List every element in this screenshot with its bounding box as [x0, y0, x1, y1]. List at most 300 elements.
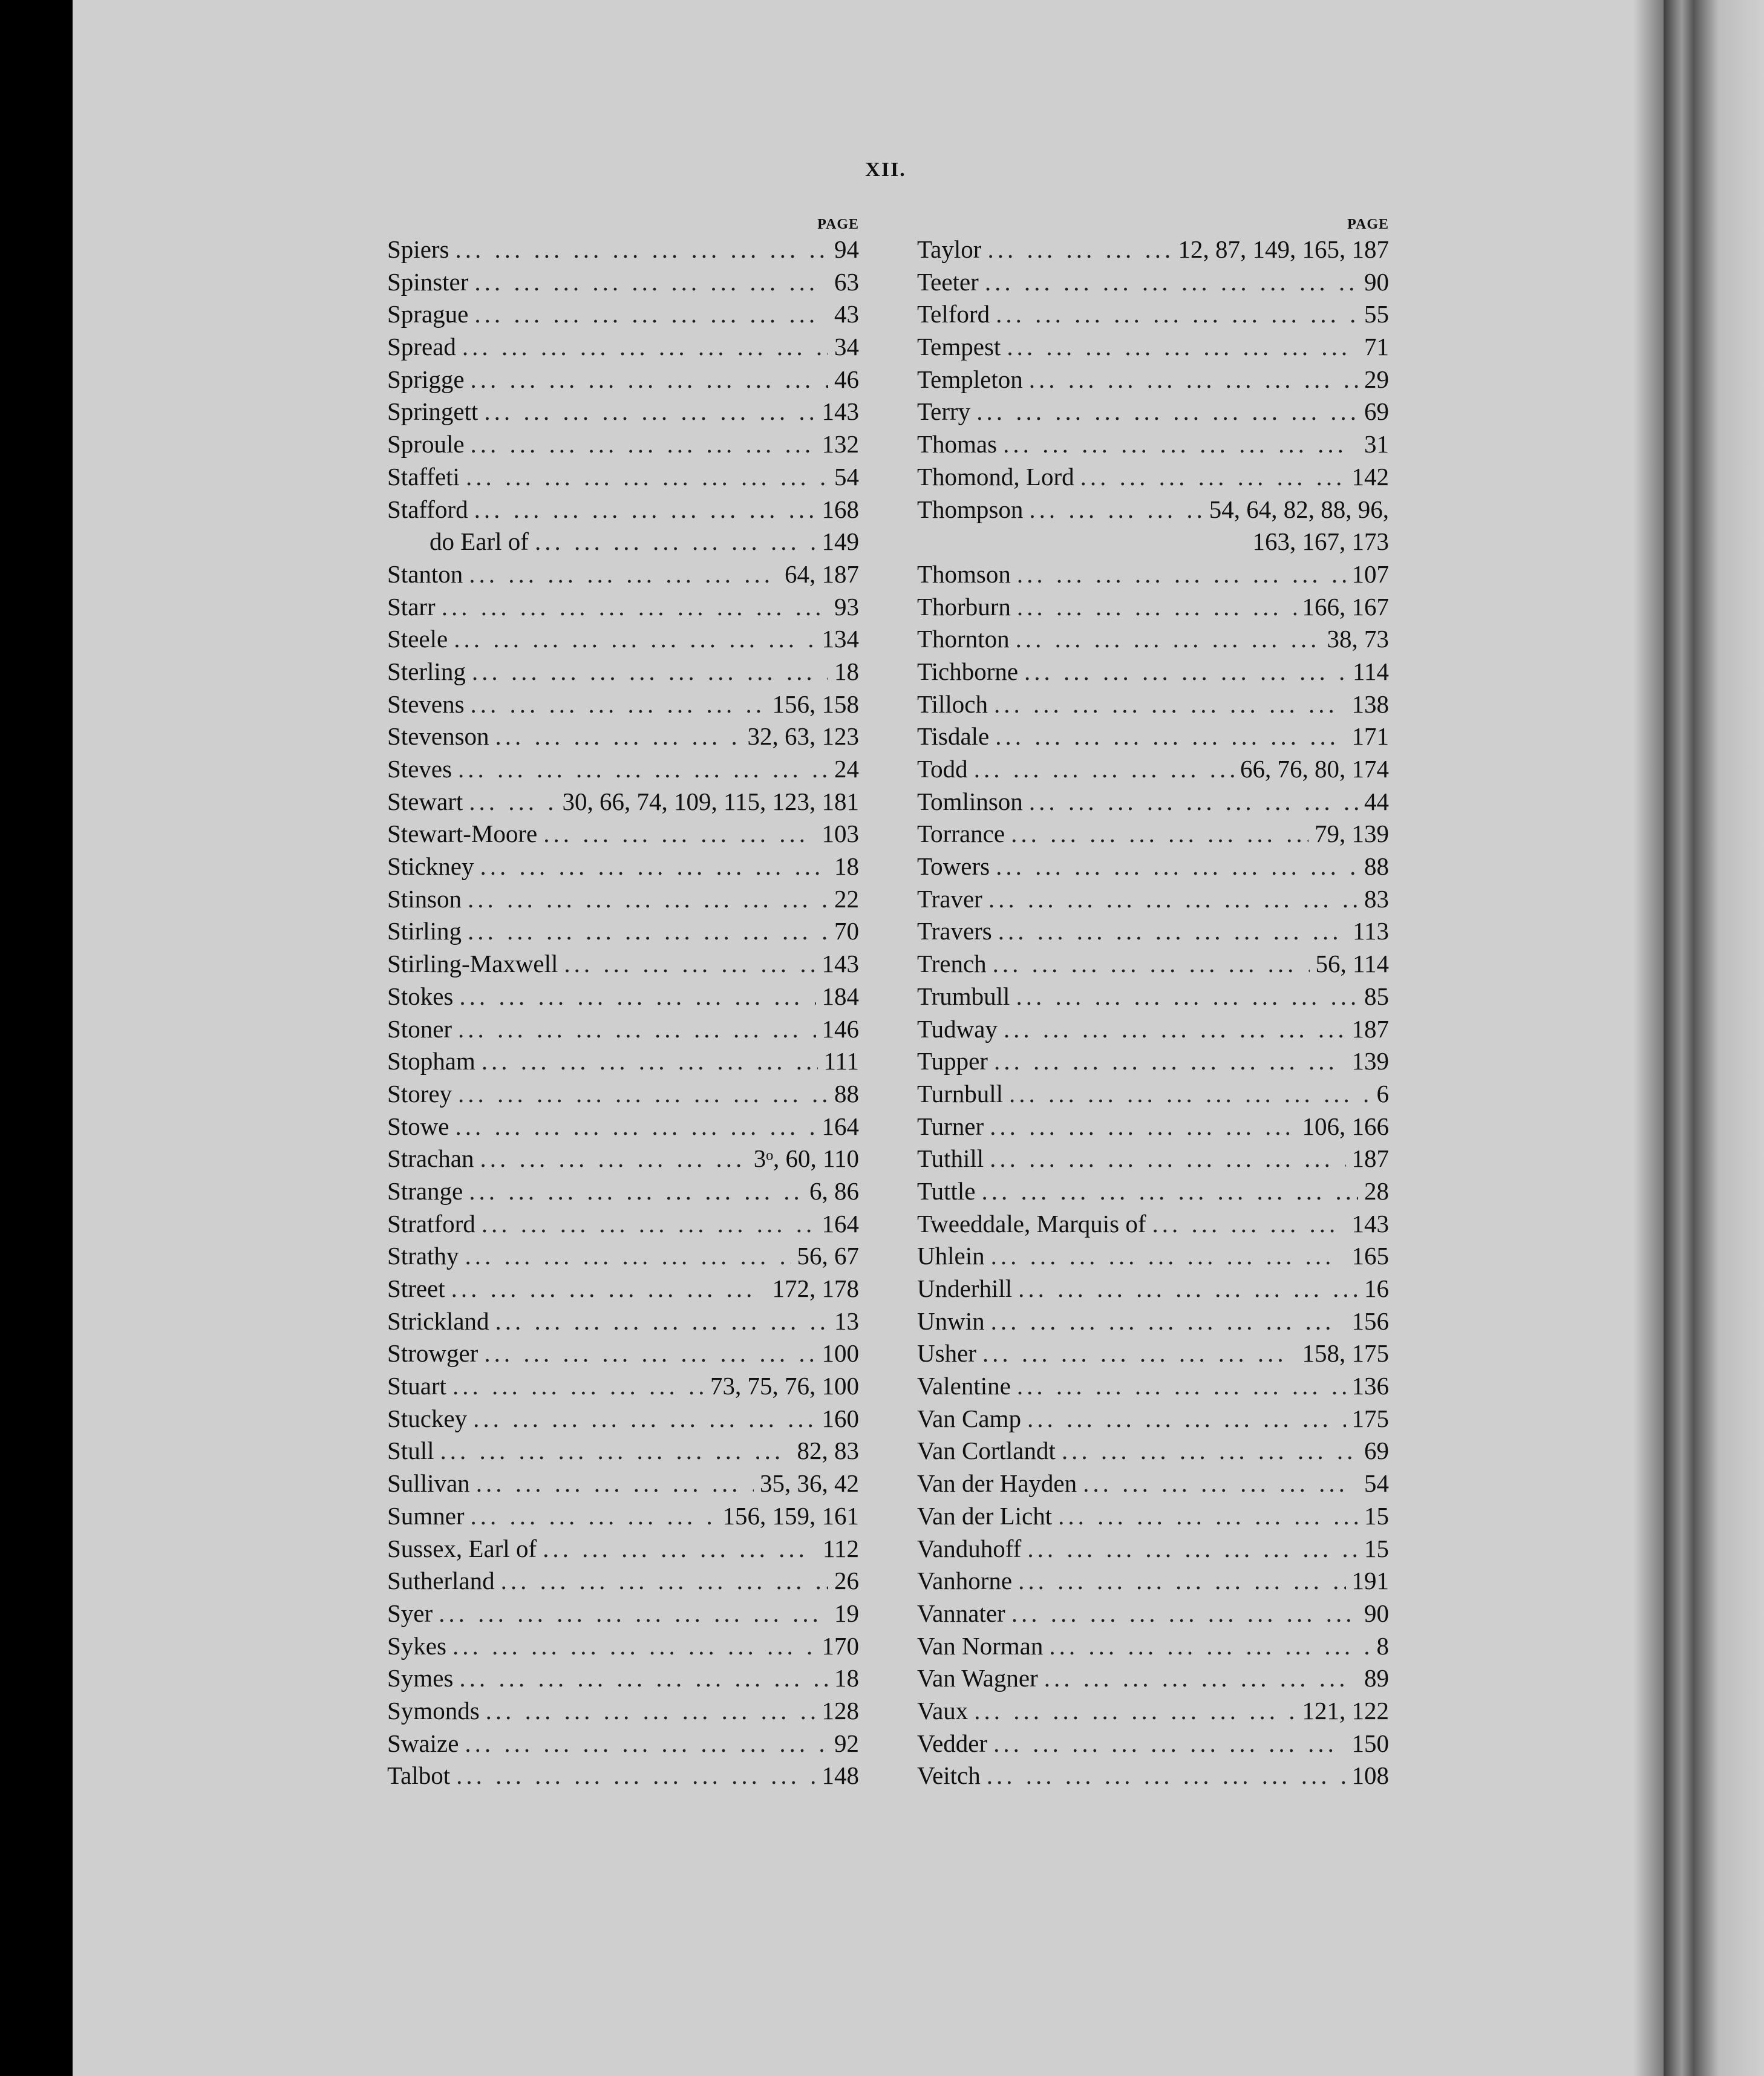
dot-leader — [1062, 1435, 1358, 1467]
entry-pages: 187 — [1351, 1014, 1389, 1043]
dot-leader — [452, 1630, 816, 1663]
entry-name: Sprague — [387, 300, 469, 328]
entry-pages: 24 — [834, 755, 859, 783]
entry-pages: 18 — [834, 657, 859, 685]
index-entry — [387, 1370, 859, 1403]
entry-name: Van Cortlandt — [917, 1437, 1056, 1465]
index-entry — [387, 1013, 859, 1046]
dot-leader — [1016, 623, 1321, 656]
entry-name: Todd — [917, 755, 968, 783]
entry-pages: 175 — [1351, 1404, 1389, 1432]
entry-name: Stull — [387, 1437, 434, 1465]
entry-pages: 82, 83 — [797, 1437, 859, 1465]
entry-pages: 13 — [834, 1307, 859, 1335]
index-entry — [387, 948, 859, 981]
entry-pages: 16 — [1364, 1275, 1389, 1302]
entry-pages: 34 — [834, 333, 859, 361]
entry-name: Thornton — [917, 625, 1010, 653]
index-entry — [387, 1728, 859, 1760]
dot-leader — [1058, 1500, 1358, 1533]
entry-name: Stoner — [387, 1014, 452, 1043]
entry-pages: 106, 166 — [1302, 1112, 1389, 1140]
entry-pages: 89 — [1364, 1664, 1389, 1692]
index-entry — [917, 1175, 1389, 1208]
dot-leader — [981, 1175, 1358, 1208]
entry-name: Vanhorne — [917, 1567, 1013, 1595]
index-entry — [387, 786, 859, 818]
dot-leader — [995, 720, 1345, 753]
dot-leader — [472, 656, 828, 688]
index-entry — [917, 981, 1389, 1013]
index-entry — [387, 526, 859, 558]
dot-leader — [474, 494, 816, 526]
entry-pages: 114 — [1353, 657, 1389, 685]
index-entry — [917, 1370, 1389, 1403]
dot-leader — [474, 298, 828, 331]
dot-leader — [471, 428, 816, 461]
entry-name: Stuart — [387, 1372, 446, 1400]
entry-pages: 143 — [822, 950, 859, 978]
index-column-right — [917, 217, 1389, 1792]
entry-pages: 55 — [1364, 300, 1389, 328]
entry-pages: 172, 178 — [772, 1275, 859, 1302]
entry-pages: 121, 122 — [1302, 1696, 1389, 1725]
index-entry — [917, 396, 1389, 428]
entry-pages: 160 — [822, 1404, 859, 1432]
dot-leader — [994, 688, 1346, 721]
entry-pages: 146 — [822, 1014, 859, 1043]
entry-name: Turner — [917, 1112, 984, 1140]
dot-leader — [982, 1337, 1296, 1370]
index-entry — [917, 883, 1389, 916]
entry-name: Sykes — [387, 1631, 446, 1660]
index-entry — [917, 591, 1389, 624]
index-entry — [917, 331, 1389, 364]
entry-name: Towers — [917, 852, 990, 881]
index-entry — [917, 753, 1389, 786]
dot-leader — [495, 720, 742, 753]
entry-name: Symes — [387, 1664, 454, 1692]
index-entry — [917, 688, 1389, 721]
index-entry — [917, 850, 1389, 883]
index-entry — [917, 266, 1389, 299]
dot-leader — [476, 1467, 754, 1500]
index-entry — [917, 1435, 1389, 1467]
dot-leader — [439, 1598, 828, 1630]
index-entry — [917, 1337, 1389, 1370]
index-entry — [917, 656, 1389, 688]
entry-name: Vanduhoff — [917, 1534, 1022, 1562]
entry-pages: 15 — [1364, 1501, 1389, 1530]
dot-leader — [993, 948, 1310, 981]
dot-leader — [1011, 1598, 1358, 1630]
entry-pages: 94 — [834, 235, 859, 263]
entry-name: Thomson — [917, 560, 1011, 588]
index-entry — [387, 1045, 859, 1078]
entry-name: do Earl of — [430, 527, 529, 556]
entry-pages: 63 — [834, 267, 859, 296]
dot-leader — [495, 1305, 828, 1338]
dot-leader — [471, 688, 766, 721]
entry-pages: 56, 67 — [797, 1242, 859, 1270]
entry-pages: 166, 167 — [1302, 592, 1389, 621]
dot-leader — [1017, 558, 1346, 591]
entry-name: Sutherland — [387, 1567, 495, 1595]
entry-pages: 134 — [822, 625, 859, 653]
entry-pages: 19 — [834, 1599, 859, 1627]
entry-name: Thomas — [917, 430, 998, 459]
entry-name: Spinster — [387, 267, 469, 296]
entry-pages: 31 — [1364, 430, 1389, 459]
dot-leader — [1080, 461, 1346, 494]
entry-pages: 18 — [834, 1664, 859, 1692]
entry-pages: 168 — [822, 495, 859, 523]
dot-leader — [482, 1045, 818, 1078]
dot-leader — [480, 1143, 747, 1175]
entry-name: Sterling — [387, 657, 466, 685]
entry-name: Tuthill — [917, 1144, 984, 1173]
entry-pages: 143 — [822, 397, 859, 426]
index-entry — [917, 233, 1389, 266]
dot-leader — [991, 1240, 1346, 1273]
dot-leader — [1004, 1013, 1346, 1046]
entry-pages: 6, 86 — [809, 1177, 859, 1205]
index-entry — [387, 558, 859, 591]
index-entry — [387, 1403, 859, 1435]
entry-name: Van Wagner — [917, 1664, 1038, 1692]
entry-name: Staffeti — [387, 462, 460, 491]
entry-pages: 184 — [822, 982, 859, 1010]
index-entry — [917, 1500, 1389, 1533]
index-entry — [387, 850, 859, 883]
dot-leader — [976, 396, 1358, 428]
entry-pages: 142 — [1351, 462, 1389, 491]
dot-leader — [482, 1208, 816, 1241]
index-entry — [917, 786, 1389, 818]
entry-pages: 83 — [1364, 884, 1389, 913]
dot-leader — [462, 331, 828, 364]
index-entry — [917, 720, 1389, 753]
index-entry — [387, 1630, 859, 1663]
entry-name: Tisdale — [917, 722, 990, 751]
dot-leader — [974, 753, 1234, 786]
entry-name: Tilloch — [917, 690, 988, 718]
entry-name: Strowger — [387, 1339, 479, 1368]
index-entry — [387, 1240, 859, 1273]
page-gutter-shadow — [1633, 0, 1664, 2076]
entry-pages: 107 — [1351, 560, 1389, 588]
dot-leader — [985, 266, 1358, 299]
entry-pages: 85 — [1364, 982, 1389, 1010]
dot-leader — [1018, 1273, 1358, 1305]
dot-leader — [543, 818, 815, 850]
dot-leader — [1009, 1078, 1370, 1111]
entry-pages: 70 — [834, 917, 859, 945]
entry-pages: 143 — [1351, 1209, 1389, 1238]
index-entry — [917, 1143, 1389, 1175]
dot-leader — [484, 1337, 815, 1370]
column-header-page: PAGE — [817, 217, 859, 232]
entry-name: Telford — [917, 300, 990, 328]
entry-pages: 136 — [1351, 1372, 1389, 1400]
entry-name: Travers — [917, 917, 992, 945]
entry-name: Vedder — [917, 1729, 988, 1757]
index-entry — [387, 331, 859, 364]
entry-pages: 156, 158 — [772, 690, 859, 718]
dot-leader — [469, 786, 556, 818]
entry-pages: 108 — [1351, 1761, 1389, 1790]
index-entry — [387, 981, 859, 1013]
entry-name: Thompson — [917, 495, 1024, 523]
dot-leader — [480, 850, 828, 883]
entry-pages: 44 — [1364, 787, 1389, 815]
dot-leader — [993, 1728, 1345, 1760]
index-entry — [917, 948, 1389, 981]
entry-name: Strachan — [387, 1144, 474, 1173]
index-entry — [387, 428, 859, 461]
dot-leader — [471, 364, 828, 396]
index-entry — [917, 364, 1389, 396]
entry-name: Turnbull — [917, 1079, 1004, 1108]
dot-leader — [987, 1760, 1346, 1792]
entry-pages: 15 — [1364, 1534, 1389, 1562]
index-entry — [387, 818, 859, 850]
entry-name: Stevenson — [387, 722, 489, 751]
dot-leader — [535, 526, 816, 558]
entry-name: Stafford — [387, 495, 468, 523]
index-entry — [917, 1533, 1389, 1565]
entry-pages: 3ᵒ, 60, 110 — [753, 1144, 859, 1173]
index-entry — [387, 656, 859, 688]
entry-name: Strickland — [387, 1307, 489, 1335]
entry-pages: 54, 64, 82, 88, 96, — [1209, 495, 1389, 523]
entry-pages: 32, 63, 123 — [747, 722, 859, 751]
entry-pages: 100 — [822, 1339, 859, 1368]
entry-name: Torrance — [917, 820, 1005, 848]
entry-pages: 165 — [1351, 1242, 1389, 1270]
dot-leader — [456, 1111, 816, 1143]
dot-leader — [990, 1111, 1296, 1143]
entry-name: Van der Hayden — [917, 1469, 1077, 1498]
index-entry — [917, 1565, 1389, 1598]
entry-name: Teeter — [917, 267, 979, 296]
entry-name: Tudway — [917, 1014, 998, 1043]
entry-pages: 150 — [1351, 1729, 1389, 1757]
dot-leader — [451, 1273, 766, 1305]
entry-name: Tupper — [917, 1047, 988, 1076]
dot-leader — [484, 396, 815, 428]
entry-pages: 26 — [834, 1567, 859, 1595]
index-entry — [387, 266, 859, 299]
entry-pages: 90 — [1364, 267, 1389, 296]
dot-leader — [466, 461, 828, 494]
index-entry — [387, 1273, 859, 1305]
entry-pages: 111 — [823, 1047, 859, 1076]
entry-name: Usher — [917, 1339, 976, 1368]
index-entry — [917, 1078, 1389, 1111]
dot-leader — [998, 915, 1347, 948]
dot-leader — [1029, 494, 1203, 526]
entry-name: Tempest — [917, 333, 1001, 361]
entry-pages: 93 — [834, 592, 859, 621]
dot-leader — [1027, 1533, 1358, 1565]
entry-name: Templeton — [917, 365, 1023, 393]
entry-name: Vaux — [917, 1696, 969, 1725]
entry-name: Steves — [387, 755, 452, 783]
entry-name: Tomlinson — [917, 787, 1023, 815]
entry-name: Tuttle — [917, 1177, 976, 1205]
entry-pages: 8 — [1376, 1631, 1389, 1660]
dot-leader — [1024, 656, 1347, 688]
dot-leader — [1003, 428, 1358, 461]
index-entry — [387, 915, 859, 948]
entry-pages: 69 — [1364, 1437, 1389, 1465]
entry-pages: 164 — [822, 1112, 859, 1140]
entry-name: Van der Licht — [917, 1501, 1053, 1530]
index-entry — [387, 1533, 859, 1565]
entry-pages: 35, 36, 42 — [760, 1469, 859, 1498]
dot-leader — [459, 981, 815, 1013]
index-entry — [917, 623, 1389, 656]
dot-leader — [440, 1435, 791, 1467]
index-entry — [387, 1175, 859, 1208]
entry-pages: 79, 139 — [1315, 820, 1389, 848]
dot-leader — [456, 1760, 815, 1792]
index-entry — [917, 1013, 1389, 1046]
index-entry — [917, 526, 1389, 558]
entry-pages: 156 — [1351, 1307, 1389, 1335]
entry-pages: 73, 75, 76, 100 — [710, 1372, 859, 1400]
index-entry — [917, 1598, 1389, 1630]
dot-leader — [469, 1175, 803, 1208]
index-entry — [387, 1598, 859, 1630]
index-entry — [917, 1111, 1389, 1143]
dot-leader — [474, 266, 828, 299]
entry-name: Springett — [387, 397, 479, 426]
index-entry — [917, 1695, 1389, 1728]
index-entry — [387, 298, 859, 331]
entry-name: Tweeddale, Marquis of — [917, 1209, 1146, 1238]
dot-leader — [468, 915, 828, 948]
dot-leader — [994, 1045, 1346, 1078]
entry-name: Terry — [917, 397, 971, 426]
entry-pages: 113 — [1353, 917, 1389, 945]
entry-name: Stirling-Maxwell — [387, 950, 558, 978]
entry-name: Traver — [917, 884, 982, 913]
dot-leader — [1044, 1662, 1358, 1695]
entry-name: Thomond, Lord — [917, 462, 1074, 491]
page-number: XII. — [865, 158, 906, 181]
index-entry-list — [917, 233, 1389, 1792]
entry-name: Storey — [387, 1079, 452, 1108]
entry-name: Thorburn — [917, 592, 1011, 621]
entry-name: Stewart — [387, 787, 463, 815]
dot-leader — [454, 623, 815, 656]
index-entry — [387, 720, 859, 753]
entry-name: Spiers — [387, 235, 449, 263]
index-entry — [917, 1305, 1389, 1338]
index-entry — [917, 915, 1389, 948]
dot-leader — [442, 591, 828, 624]
index-entry — [917, 818, 1389, 850]
index-entry — [387, 494, 859, 526]
entry-pages: 69 — [1364, 397, 1389, 426]
index-entry — [387, 396, 859, 428]
dot-leader — [465, 1240, 791, 1273]
dot-leader — [1027, 1403, 1346, 1435]
entry-name: Valentine — [917, 1372, 1011, 1400]
index-entry — [387, 1695, 859, 1728]
entry-name: Stanton — [387, 560, 463, 588]
entry-pages: 56, 114 — [1315, 950, 1389, 978]
dot-leader — [501, 1565, 828, 1598]
dot-leader — [1016, 981, 1358, 1013]
index-entry — [917, 1403, 1389, 1435]
index-entry — [387, 883, 859, 916]
dot-leader — [473, 1403, 815, 1435]
index-entry — [917, 1045, 1389, 1078]
index-entry — [387, 1143, 859, 1175]
entry-name: Spread — [387, 333, 456, 361]
index-entry-list — [387, 233, 859, 1792]
column-header-page: PAGE — [1347, 217, 1389, 232]
entry-pages: 171 — [1351, 722, 1389, 751]
dot-leader — [996, 298, 1358, 331]
entry-name: Trumbull — [917, 982, 1010, 1010]
entry-pages: 112 — [823, 1534, 859, 1562]
dot-leader — [469, 558, 779, 591]
index-entry — [387, 1760, 859, 1792]
index-entry — [917, 1240, 1389, 1273]
entry-name: Stratford — [387, 1209, 475, 1238]
index-entry — [387, 753, 859, 786]
dot-leader — [456, 233, 829, 266]
entry-pages: 149 — [822, 527, 859, 556]
index-entry — [917, 1467, 1389, 1500]
entry-name: Strathy — [387, 1242, 459, 1270]
entry-name: Vannater — [917, 1599, 1005, 1627]
index-entry — [917, 461, 1389, 494]
entry-name: Starr — [387, 592, 436, 621]
dot-leader — [459, 1662, 828, 1695]
entry-name: Trench — [917, 950, 987, 978]
entry-name: Stinson — [387, 884, 462, 913]
entry-pages: 22 — [834, 884, 859, 913]
entry-name: Syer — [387, 1599, 433, 1627]
entry-pages: 191 — [1351, 1567, 1389, 1595]
entry-pages: 6 — [1376, 1079, 1389, 1108]
index-entry — [387, 623, 859, 656]
entry-pages: 29 — [1364, 365, 1389, 393]
entry-pages: 163, 167, 173 — [1252, 527, 1389, 556]
entry-pages: 43 — [834, 300, 859, 328]
dot-leader — [452, 1370, 704, 1403]
entry-name: Symonds — [387, 1696, 480, 1725]
entry-pages: 38, 73 — [1327, 625, 1389, 653]
entry-pages: 30, 66, 74, 109, 115, 123, 181 — [562, 787, 859, 815]
entry-pages: 128 — [822, 1696, 859, 1725]
book-spine — [1664, 0, 1764, 2076]
entry-pages: 148 — [822, 1761, 859, 1790]
dot-leader — [468, 883, 828, 916]
dot-leader — [465, 1728, 828, 1760]
entry-name: Steele — [387, 625, 448, 653]
entry-pages: 12, 87, 149, 165, 187 — [1178, 235, 1389, 263]
dot-leader — [486, 1695, 816, 1728]
dot-leader — [458, 1078, 828, 1111]
index-entry — [917, 1630, 1389, 1663]
entry-name: Uhlein — [917, 1242, 985, 1270]
